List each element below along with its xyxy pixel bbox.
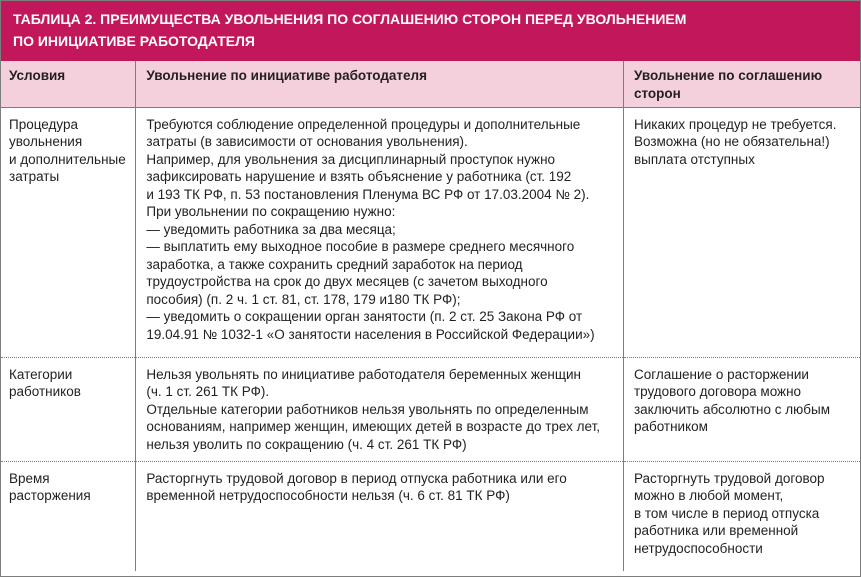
table-title (1, 1, 860, 61)
comparison-table (1, 61, 860, 571)
table-title-line: ПО ИНИЦИАТИВЕ РАБОТОДАТЕЛЯ (13, 33, 255, 49)
cell-condition: Категории работников (1, 357, 136, 461)
cell-employer: Расторгнуть трудовой договор в период отпуска работника или его временной нетрудоспособности нельзя (ч. 6 ст. 81 ТК РФ) (136, 461, 624, 571)
cell-condition: Процедура увольнения и дополнительные затраты (1, 107, 136, 357)
cell-condition: Время расторжения (1, 461, 136, 571)
header-conditions: Условия (1, 61, 136, 107)
cell-agreement: Расторгнуть трудовой договор можно в любой момент, в том числе в период отпуска работника или временной нетрудоспособности (623, 461, 860, 571)
cell-agreement: Никаких процедур не требуется. Возможна (но не обязательна!) выплата отступных (623, 107, 860, 357)
header-mutual-agreement: Увольнение по соглашению сторон (623, 61, 860, 107)
table-row (1, 461, 860, 571)
header-employer-initiative: Увольнение по инициативе работодателя (136, 61, 624, 107)
cell-employer: Требуются соблюдение определенной процедуры и дополнительные затраты (в зависимости от основания увольнения). Например, для увольнения за дисциплинарный проступок нужно зафиксировать нарушение и взять объяснение у работника (ст. 192 и 193 ТК РФ, п. 53 постановления Пленума ВС РФ от 17.03.2004 № 2). При увольнении по сокращению нужно: — уведомить работника за два месяца; — выплатить ему выходное пособие в размере среднего месячного заработка, а также сохранить средний заработок на период трудоустройства на срок до двух месяцев (с зачетом выходного пособия) (п. 2 ч. 1 ст. 81, ст. 178, 179 и180 ТК РФ); — уведомить о сокращении орган занятости (п. 2 ст. 25 Закона РФ от 19.04.91 № 1032-1 «О занятости населения в Российской Федерации») (136, 107, 624, 357)
cell-agreement: Соглашение о расторжении трудового договора можно заключить абсолютно с любым работником (623, 357, 860, 461)
table-row (1, 107, 860, 357)
cell-employer: Нельзя увольнять по инициативе работодателя беременных женщин (ч. 1 ст. 261 ТК РФ). Отдельные категории работников нельзя увольнять по определенным основаниям, например женщин, имеющих детей в возрасте до трех лет, нельзя уволить по сокращению (ч. 4 ст. 261 ТК РФ) (136, 357, 624, 461)
header-row (1, 61, 860, 107)
table-row (1, 357, 860, 461)
table-title-line: ТАБЛИЦА 2. ПРЕИМУЩЕСТВА УВОЛЬНЕНИЯ ПО СОГЛАШЕНИЮ СТОРОН ПЕРЕД УВОЛЬНЕНИЕМ (13, 11, 687, 27)
